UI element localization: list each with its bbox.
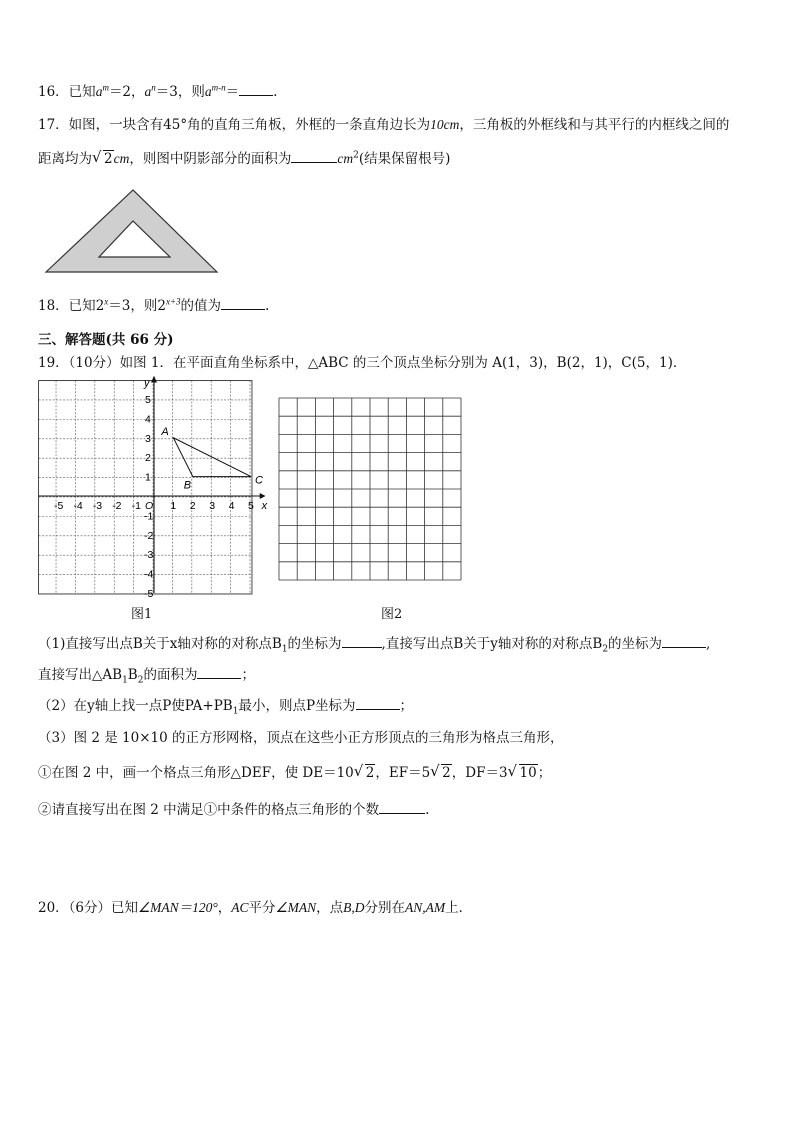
x-axis-label: x: [261, 500, 268, 512]
y-tick-label: 3: [145, 432, 151, 445]
question-16: 16．已知$a^m=2$，$a^n=3$，则$a^{m-n}=$ .: [38, 82, 278, 100]
figure-1-caption: 图1: [131, 607, 153, 622]
section-heading: 三、解答题(共 66 分): [38, 332, 174, 348]
y-tick-label: -3: [144, 549, 154, 562]
question-19-part3-1: ①在图 2 中，画一个格点三角形△DEF，使 DE＝10√ 2，EF＝5√ 2，DF＝3√ 10；: [38, 764, 551, 782]
answer-blank-17[interactable]: [291, 150, 337, 163]
y-tick-label: -5: [144, 588, 154, 600]
x-tick-label: -2: [112, 500, 122, 512]
figure-2-grid: [278, 397, 464, 583]
answer-blank-area[interactable]: [197, 666, 241, 679]
y-tick-label: 5: [145, 394, 151, 406]
question-19-intro: 19．（10分）如图 1．在平面直角坐标系中，△ABC 的三个顶点坐标分别为 A(1，3)，B(2，1)，C(5，1)．: [38, 355, 687, 371]
answer-blank-18[interactable]: [221, 297, 265, 310]
question-19-part1-line2: 直接写出$\triangle AB_1B_2$的面积为 ；: [38, 667, 255, 686]
y-tick-label: -1: [144, 510, 154, 523]
question-17-line2: 距离均为√ 2cm，则图中阴影部分的面积为 $cm^2$(结果保留根号): [38, 150, 450, 168]
y-tick-label: 2: [145, 452, 151, 465]
answer-blank-p[interactable]: [356, 697, 400, 710]
y-axis-arrow: [151, 376, 157, 383]
y-axis-label: y: [144, 377, 150, 390]
triangle-abc: [173, 438, 251, 477]
question-20: 20．（6分）已知∠MAN＝120°，AC平分∠MAN，点B,D分别在AN,AM上．: [38, 900, 473, 916]
x-tick-label: 5: [248, 500, 254, 512]
x-tick-label: -3: [92, 500, 103, 512]
answer-blank-count[interactable]: [379, 801, 425, 814]
answer-blank-b1[interactable]: [342, 635, 382, 648]
figure-1-coordinate-grid: [38, 375, 268, 600]
question-19-part2: （2）在y轴上找一点P使$PA+PB_1$最小，则点P坐标为 ；: [38, 698, 414, 717]
x-tick-label: O: [145, 500, 154, 512]
x-axis-arrow: [260, 493, 266, 499]
question-17-line1: 17．如图，一块含有45°角的直角三角板，外框的一条直角边长为10cm，三角板的外框线和与其平行的内框线之间的: [38, 117, 730, 133]
answer-blank-16[interactable]: [239, 83, 273, 96]
x-tick-label: -1: [131, 500, 141, 512]
answer-blank-b2[interactable]: [662, 635, 706, 648]
y-tick-label: 1: [145, 471, 151, 484]
x-tick-label: 3: [209, 500, 216, 512]
question-19-part3-2: ②请直接写出在图 2 中满足①中条件的格点三角形的个数 .: [38, 802, 430, 818]
vertex-label-a: A: [161, 425, 169, 438]
question-19-part3: （3）图 2 是 10×10 的正方形网格，顶点在这些小正方形顶点的三角形为格点三角形，: [38, 730, 564, 746]
shaded-frame: [46, 190, 217, 272]
y-tick-label: -2: [144, 529, 154, 542]
vertex-label-c: C: [255, 474, 263, 487]
x-tick-label: -5: [54, 500, 64, 512]
y-tick-label: 4: [145, 413, 151, 426]
question-18: 18．已知$2^x=3$，则$2^{x+3}$的值为 .: [38, 296, 270, 314]
x-tick-label: 2: [189, 500, 196, 512]
question-19-part1-line1: （1)直接写出点B关于x轴对称的对称点$B_1$的坐标为 ,直接写出点B关于y轴对称的对称点$B_2$的坐标为 ,: [38, 636, 711, 655]
x-tick-label: 1: [170, 500, 177, 512]
x-tick-label: -4: [73, 500, 83, 512]
triangle-ruler-figure: [40, 183, 224, 279]
figure-2-caption: 图2: [381, 607, 403, 622]
x-tick-label: 4: [228, 500, 235, 512]
y-tick-label: -4: [144, 568, 154, 581]
vertex-label-b: B: [183, 479, 192, 492]
